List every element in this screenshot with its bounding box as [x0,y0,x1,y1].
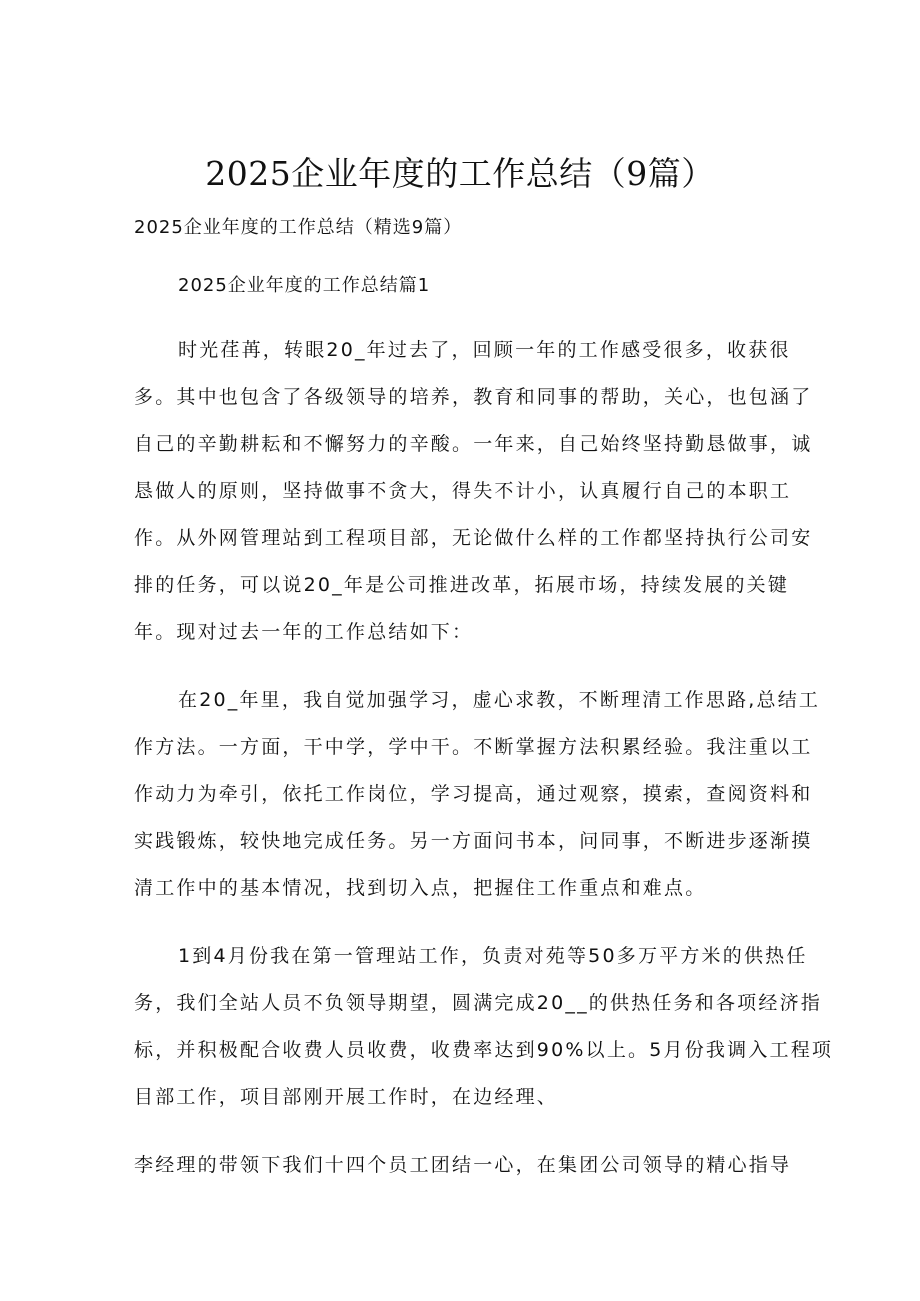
paragraph-line: 多。其中也包含了各级领导的培养，教育和同事的帮助，关心，也包涵了 [134,386,813,408]
paragraph-line: 标，并积极配合收费人员收费，收费率达到90%以上。5月份我调入工程项 [134,1039,834,1061]
paragraph-line: 作动力为牵引，依托工作岗位，学习提高，通过观察，摸索，查阅资料和 [134,783,813,805]
paragraph-line: 实践锻炼，较快地完成任务。另一方面问书本，问同事，不断进步逐渐摸 [134,830,813,852]
document-subtitle: 2025企业年度的工作总结（精选9篇） [134,217,463,238]
section-heading: 2025企业年度的工作总结篇1 [178,275,431,296]
paragraph-line: 自己的辛勤耕耘和不懈努力的辛酸。一年来，自己始终坚持勤恳做事，诚 [134,433,813,455]
document-title: 2025企业年度的工作总结（9篇） [205,154,715,193]
paragraph-line: 恳做人的原则，坚持做事不贪大，得失不计小，认真履行自己的本职工 [134,480,792,502]
paragraph-line: 务，我们全站人员不负领导期望，圆满完成20__的供热任务和各项经济指 [134,992,822,1014]
paragraph-line: 排的任务，可以说20_年是公司推进改革，拓展市场，持续发展的关键 [134,574,790,596]
paragraph-line: 作。从外网管理站到工程项目部，无论做什么样的工作都坚持执行公司安 [134,527,813,549]
paragraph-line: 目部工作，项目部刚开展工作时，在边经理、 [134,1086,559,1108]
paragraph-line: 年。现对过去一年的工作总结如下： [134,621,474,643]
paragraph-line: 清工作中的基本情况，找到切入点，把握住工作重点和难点。 [134,877,707,899]
paragraph-line: 1到4月份我在第一管理站工作，负责对苑等50多万平方米的供热任 [178,945,808,967]
paragraph-line: 时光荏苒，转眼20_年过去了，回顾一年的工作感受很多，收获很 [178,339,791,361]
paragraph-line: 作方法。一方面，干中学，学中干。不断掌握方法积累经验。我注重以工 [134,736,813,758]
paragraph-line: 李经理的带领下我们十四个员工团结一心，在集团公司领导的精心指导 [134,1154,792,1176]
paragraph-line: 在20_年里，我自觉加强学习，虚心求教，不断理清工作思路,总结工 [178,689,821,711]
